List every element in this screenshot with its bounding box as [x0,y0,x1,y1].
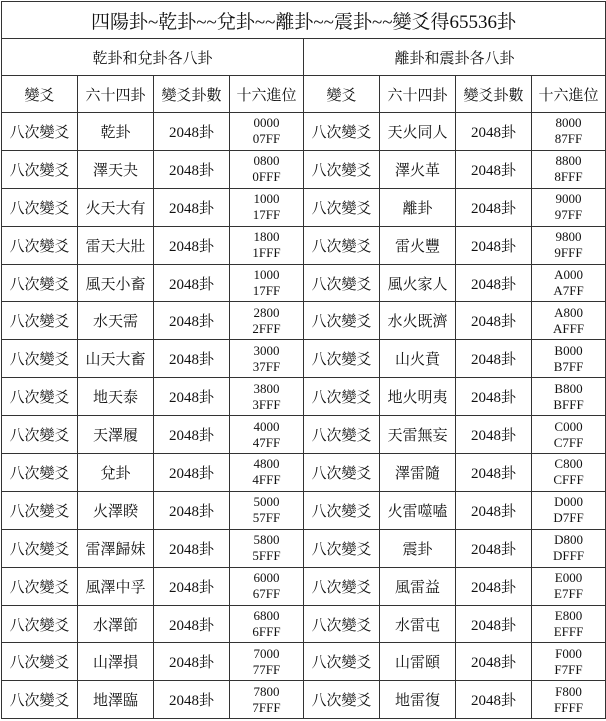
gua-name-cell: 山火賁 [380,340,456,378]
change-cell: 八次變爻 [304,302,380,340]
gua-name-cell: 雷天大壯 [78,226,154,264]
hex-end: BFFF [553,396,584,412]
column-header: 變爻 [304,76,380,113]
hex-start: C800 [554,456,583,472]
hex-range-cell [230,454,304,492]
hex-range-cell [532,340,606,378]
hex-range-cell [230,302,304,340]
count-cell: 2048卦 [456,491,532,529]
count-cell: 2048卦 [456,416,532,454]
hex-end: 17FF [252,207,281,223]
hex-range-cell [532,264,606,302]
hex-range-cell [230,491,304,529]
change-cell: 八次變爻 [304,378,380,416]
hex-end: C7FF [553,434,584,450]
change-cell: 八次變爻 [2,226,78,264]
hex-range-cell [532,188,606,226]
hex-end: 9FFF [554,245,583,261]
gua-name-cell: 水澤節 [78,605,154,643]
hex-end: FFFF [554,699,583,715]
gua-name-cell: 雷澤歸妹 [78,529,154,567]
gua-name-cell: 風天小畜 [78,264,154,302]
hex-start: 8800 [555,153,582,169]
count-cell: 2048卦 [154,378,230,416]
count-cell: 2048卦 [456,681,532,719]
column-header: 變爻卦數 [154,76,230,113]
hex-end: 2FFF [252,320,281,336]
hex-range-cell [230,113,304,151]
gua-name-cell: 水天需 [78,302,154,340]
count-cell: 2048卦 [154,454,230,492]
gua-name-cell: 水雷屯 [380,605,456,643]
hex-range-cell [230,567,304,605]
gua-name-cell: 火澤睽 [78,491,154,529]
gua-name-cell: 兌卦 [78,454,154,492]
gua-name-cell: 風澤中孚 [78,567,154,605]
hex-range-cell [230,605,304,643]
hex-range-cell [532,150,606,188]
hex-range-cell [532,302,606,340]
hex-range-cell [230,264,304,302]
count-cell: 2048卦 [154,264,230,302]
count-cell: 2048卦 [456,605,532,643]
hex-start: 0000 [253,115,280,131]
hex-end: 8FFF [554,169,583,185]
count-cell: 2048卦 [456,113,532,151]
hex-start: D000 [554,494,583,510]
gua-name-cell: 火雷噬嗑 [380,491,456,529]
change-cell: 八次變爻 [2,340,78,378]
count-cell: 2048卦 [456,643,532,681]
gua-name-cell: 雷火豐 [380,226,456,264]
gua-name-cell: 風雷益 [380,567,456,605]
hexagram-table [1,1,606,719]
hex-range-cell [230,529,304,567]
change-cell: 八次變爻 [2,416,78,454]
column-header-row [2,76,606,113]
hex-start: 1000 [253,191,280,207]
hex-start: 8000 [555,115,582,131]
column-header: 六十四卦 [78,76,154,113]
count-cell: 2048卦 [154,529,230,567]
group-header-left: 乾卦和兌卦各八卦 [2,39,304,76]
column-header: 六十四卦 [380,76,456,113]
gua-name-cell: 天雷無妄 [380,416,456,454]
change-cell: 八次變爻 [2,454,78,492]
hex-range-cell [532,416,606,454]
gua-name-cell: 澤天夬 [78,150,154,188]
gua-name-cell: 地火明夷 [380,378,456,416]
table-row [2,302,606,340]
table-row [2,529,606,567]
change-cell: 八次變爻 [2,378,78,416]
change-cell: 八次變爻 [304,529,380,567]
count-cell: 2048卦 [154,491,230,529]
hex-range-cell [532,605,606,643]
gua-name-cell: 天火同人 [380,113,456,151]
gua-name-cell: 山天大畜 [78,340,154,378]
count-cell: 2048卦 [456,567,532,605]
gua-name-cell: 地雷復 [380,681,456,719]
table-row [2,113,606,151]
hex-range-cell [230,378,304,416]
change-cell: 八次變爻 [2,188,78,226]
count-cell: 2048卦 [154,643,230,681]
change-cell: 八次變爻 [2,113,78,151]
hex-end: 4FFF [252,472,281,488]
hex-start: 9000 [555,191,582,207]
count-cell: 2048卦 [456,454,532,492]
table-row [2,454,606,492]
hex-end: 37FF [252,358,281,374]
column-header: 變爻卦數 [456,76,532,113]
change-cell: 八次變爻 [2,605,78,643]
hex-start: D800 [554,532,583,548]
count-cell: 2048卦 [154,113,230,151]
change-cell: 八次變爻 [2,643,78,681]
gua-name-cell: 山雷頤 [380,643,456,681]
hex-start: 6800 [253,608,280,624]
gua-name-cell: 山澤損 [78,643,154,681]
hex-start: 7000 [253,645,280,661]
count-cell: 2048卦 [456,529,532,567]
hex-range-cell [230,340,304,378]
change-cell: 八次變爻 [304,491,380,529]
column-header: 十六進位 [230,76,304,113]
hex-end: 57FF [252,510,281,526]
hex-end: A7FF [553,283,584,298]
gua-name-cell: 澤雷隨 [380,454,456,492]
hex-range-cell [532,567,606,605]
count-cell: 2048卦 [456,188,532,226]
hex-start: 3000 [253,342,280,358]
hex-end: 6FFF [252,624,281,640]
change-cell: 八次變爻 [304,681,380,719]
change-cell: 八次變爻 [304,113,380,151]
hex-end: 47FF [252,434,281,450]
count-cell: 2048卦 [456,340,532,378]
hex-end: DFFF [552,548,585,564]
hex-end: 67FF [252,586,281,602]
hex-end: F7FF [554,661,583,677]
hex-start: 7800 [253,683,280,699]
gua-name-cell: 天澤履 [78,416,154,454]
hex-end: 3FFF [252,396,281,412]
hex-start: 6000 [253,570,280,586]
hex-start: E800 [554,608,583,624]
change-cell: 八次變爻 [304,188,380,226]
group-header-row [2,39,606,76]
table-row [2,416,606,454]
count-cell: 2048卦 [456,302,532,340]
change-cell: 八次變爻 [304,643,380,681]
table-row [2,643,606,681]
change-cell: 八次變爻 [304,150,380,188]
hex-start: 5800 [253,532,280,548]
table-row [2,681,606,719]
table-row [2,264,606,302]
column-header: 變爻 [2,76,78,113]
hex-end: 97FF [554,207,583,223]
hex-range-cell [532,529,606,567]
count-cell: 2048卦 [456,150,532,188]
table-row [2,226,606,264]
table-row [2,567,606,605]
hex-range-cell [532,378,606,416]
count-cell: 2048卦 [456,226,532,264]
hex-start: 0800 [253,153,280,169]
gua-name-cell: 風火家人 [380,264,456,302]
hex-range-cell [230,226,304,264]
hex-end: 77FF [252,661,281,677]
table-row [2,605,606,643]
hex-range-cell [532,226,606,264]
change-cell: 八次變爻 [2,567,78,605]
count-cell: 2048卦 [456,378,532,416]
change-cell: 八次變爻 [2,302,78,340]
column-header: 十六進位 [532,76,606,113]
gua-name-cell: 澤火革 [380,150,456,188]
hex-start: 3800 [253,380,280,396]
gua-name-cell: 乾卦 [78,113,154,151]
change-cell: 八次變爻 [2,529,78,567]
group-header-right: 離卦和震卦各八卦 [304,39,606,76]
hex-range-cell [230,416,304,454]
hex-end: 7FFF [252,699,281,715]
hex-range-cell [532,643,606,681]
change-cell: 八次變爻 [304,340,380,378]
change-cell: 八次變爻 [304,605,380,643]
gua-name-cell: 水火既濟 [380,302,456,340]
hex-start: F800 [555,683,582,699]
hex-start: A000 [554,267,583,282]
hex-end: 17FF [252,283,281,298]
hex-range-cell [230,643,304,681]
count-cell: 2048卦 [154,150,230,188]
hex-end: 0FFF [252,169,281,185]
hex-start: F000 [555,645,582,661]
gua-name-cell: 地澤臨 [78,681,154,719]
count-cell: 2048卦 [154,226,230,264]
count-cell: 2048卦 [154,567,230,605]
hex-range-cell [230,188,304,226]
gua-name-cell: 火天大有 [78,188,154,226]
hex-end: AFFF [552,320,585,336]
change-cell: 八次變爻 [2,150,78,188]
count-cell: 2048卦 [154,416,230,454]
title-row [2,2,606,39]
hex-start: 1800 [253,229,280,245]
hex-range-cell [532,681,606,719]
hex-start: C000 [554,418,583,434]
change-cell: 八次變爻 [304,264,380,302]
hex-start: B800 [554,380,583,396]
hex-end: 5FFF [252,548,281,564]
gua-name-cell: 震卦 [380,529,456,567]
hex-range-cell [230,681,304,719]
table-row [2,150,606,188]
hex-end: CFFF [553,472,584,488]
hex-range-cell [532,454,606,492]
table-row [2,491,606,529]
count-cell: 2048卦 [154,681,230,719]
hex-range-cell [532,491,606,529]
table-row [2,340,606,378]
gua-name-cell: 離卦 [380,188,456,226]
hex-start: B000 [554,342,583,358]
count-cell: 2048卦 [456,264,532,302]
hex-range-cell [532,113,606,151]
change-cell: 八次變爻 [2,491,78,529]
table-row [2,378,606,416]
count-cell: 2048卦 [154,302,230,340]
hex-start: 4800 [253,456,280,472]
hex-start: A800 [554,304,583,320]
hex-start: 9800 [555,229,582,245]
count-cell: 2048卦 [154,605,230,643]
gua-name-cell: 地天泰 [78,378,154,416]
hex-end: 07FF [252,131,281,147]
hex-start: 5000 [253,494,280,510]
count-cell: 2048卦 [154,188,230,226]
change-cell: 八次變爻 [2,264,78,302]
hex-end: E7FF [554,586,583,602]
change-cell: 八次變爻 [304,454,380,492]
hex-end: 87FF [554,131,583,147]
change-cell: 八次變爻 [304,416,380,454]
count-cell: 2048卦 [154,340,230,378]
hex-end: EFFF [553,624,584,640]
hex-end: 1FFF [252,245,281,261]
hex-start: 2800 [253,304,280,320]
hex-start: 4000 [253,418,280,434]
table-row [2,188,606,226]
change-cell: 八次變爻 [2,681,78,719]
change-cell: 八次變爻 [304,567,380,605]
hex-range-cell [230,150,304,188]
change-cell: 八次變爻 [304,226,380,264]
hex-end: D7FF [553,510,584,526]
hex-start: 1000 [253,267,280,282]
hex-start: E000 [554,570,583,586]
table-title: 四陽卦~乾卦~~兌卦~~離卦~~震卦~~變爻得65536卦 [2,2,606,39]
hex-end: B7FF [553,358,584,374]
